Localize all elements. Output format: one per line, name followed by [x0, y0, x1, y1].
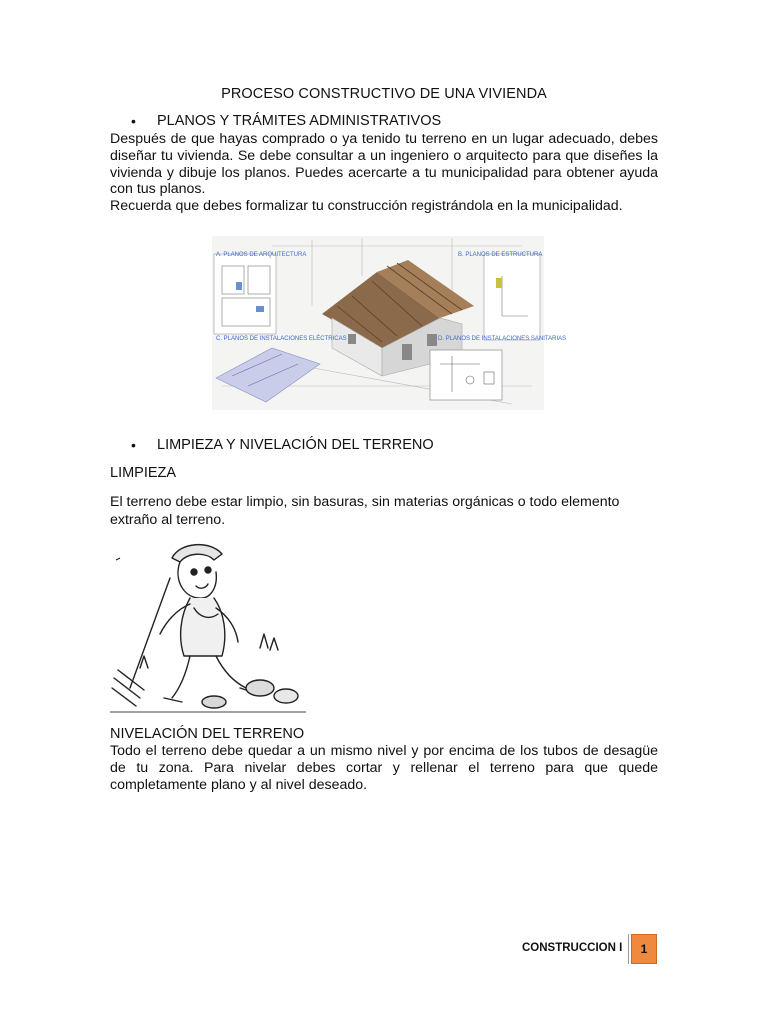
worker-raking-drawing	[110, 538, 306, 714]
paragraph-limpieza	[110, 493, 658, 529]
cleaning-illustration	[110, 538, 306, 714]
footer-divider	[628, 934, 629, 964]
document-title: PROCESO CONSTRUCTIVO DE UNA VIVIENDA	[221, 86, 547, 102]
house-plans-illustration	[212, 236, 567, 410]
figure-label-a: A. PLANOS DE ARQUITECTURA	[216, 252, 307, 258]
paragraph-planos	[110, 131, 658, 215]
bullet-dot-icon: •	[131, 437, 136, 453]
figure-label-c: C. PLANOS DE INSTALACIONES ELÉCTRICAS	[216, 336, 347, 342]
section-bullet-planos	[131, 113, 441, 129]
bullet-text: PLANOS Y TRÁMITES ADMINISTRATIVOS	[157, 113, 442, 129]
footer-course-label: CONSTRUCCION I	[522, 942, 623, 954]
figure-label-d: D. PLANOS DE INSTALACIONES SANITARIAS	[438, 336, 567, 342]
page-number-badge: 1	[631, 934, 657, 964]
paragraph-text: Recuerda que debes formalizar tu construcción registrándola en la municipalidad.	[110, 198, 623, 215]
paragraph-text: Después de que hayas comprado o ya tenido tu terreno en un lugar adecuado, debes diseñar tu vivienda. Se debe consultar a un ingeniero o arquitecto para que diseñes la vivienda y dibuje los planos. Puedes acercarte a tu municipalidad para obtener ayuda con tus planos.	[110, 131, 658, 198]
paragraph-text: El terreno debe estar limpio, sin basuras, sin materias orgánicas o todo elemento extraño al terreno.	[110, 494, 620, 528]
heading-nivelacion: NIVELACIÓN DEL TERRENO	[110, 726, 305, 742]
house-plans-image	[212, 236, 567, 410]
bullet-text: LIMPIEZA Y NIVELACIÓN DEL TERRENO	[157, 437, 434, 453]
heading-limpieza: LIMPIEZA	[110, 465, 177, 481]
paragraph-nivelacion	[110, 743, 658, 793]
section-bullet-limpieza	[131, 437, 434, 453]
paragraph-text: Todo el terreno debe quedar a un mismo nivel y por encima de los tubos de desagüe de tu zona. Para nivelar debes cortar y rellenar el terreno para que quede completamente plano y al nivel deseado.	[110, 743, 658, 793]
figure-label-b: B. PLANOS DE ESTRUCTURA	[458, 252, 543, 258]
bullet-dot-icon: •	[131, 113, 136, 129]
